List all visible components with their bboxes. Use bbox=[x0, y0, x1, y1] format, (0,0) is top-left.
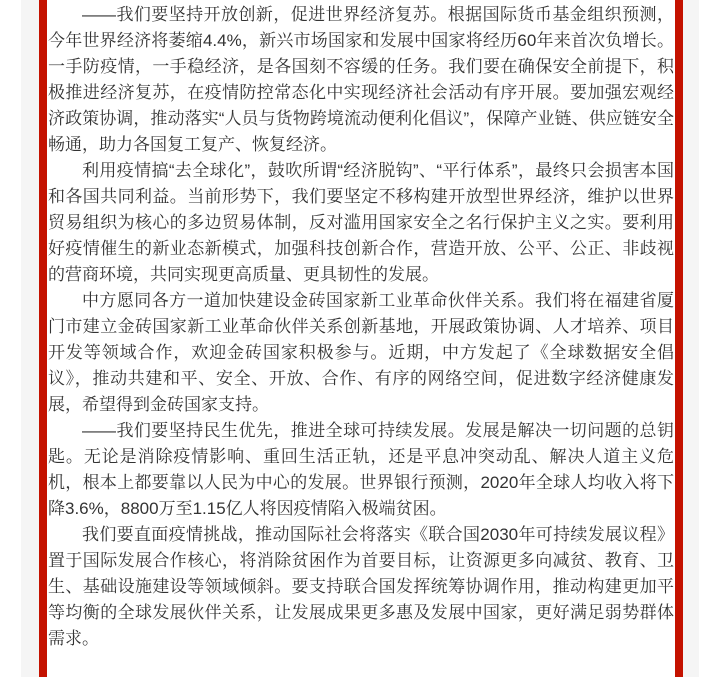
article-body bbox=[48, 0, 674, 652]
paragraph-brics-partnership: 中方愿同各方一道加快建设金砖国家新工业革命伙伴关系。我们将在福建省厦门市建立金砖国家新工业革命伙伴关系创新基地，开展政策协调、人才培养、项目开发等领域合作，欢迎金砖国家积极参与。近期，中方发起了《全球数据安全倡议》，推动共建和平、安全、开放、合作、有序的网络空间，促进数字经济健康发展，希望得到金砖国家支持。 bbox=[48, 291, 674, 414]
paragraph-open-innovation: ——我们要坚持开放创新，促进世界经济复苏。根据国际货币基金组织预测，今年世界经济将萎缩4.4%，新兴市场国家和发展中国家将经历60年来首次负增长。一手防疫情，一手稳经济，是各国刻不容缓的任务。我们要在确保安全前提下，积极推进经济复苏，在疫情防控常态化中实现经济社会活动有序开展。要加强宏观经济政策协调，推动落实“人员与货物跨境流动便利化倡议”，保障产业链、供应链安全畅通，助力各国复工复产、恢复经济。 bbox=[48, 5, 674, 154]
paragraph-2030-agenda: 我们要直面疫情挑战，推动国际社会将落实《联合国2030年可持续发展议程》置于国际发展合作核心，将消除贫困作为首要目标，让资源更多向减贫、教育、卫生、基础设施建设等领域倾斜。要支持联合国发挥统筹协调作用，推动构建更加平等均衡的全球发展伙伴关系，让发展成果更多惠及发展中国家，更好满足弱势群体需求。 bbox=[48, 525, 674, 648]
left-gray-strip bbox=[21, 0, 39, 677]
paragraph-anti-deglobalization: 利用疫情搞“去全球化”，鼓吹所谓“经济脱钩”、“平行体系”，最终只会损害本国和各国共同利益。当前形势下，我们要坚定不移构建开放型世界经济，维护以世界贸易组织为核心的多边贸易体制，反对滥用国家安全之名行保护主义之实。要利用好疫情催生的新业态新模式，加强科技创新合作，营造开放、公平、公正、非歧视的营商环境，共同实现更高质量、更具韧性的发展。 bbox=[48, 161, 674, 284]
right-red-border bbox=[675, 0, 683, 677]
paragraph-livelihood-priority: ——我们要坚持民生优先，推进全球可持续发展。发展是解决一切问题的总钥匙。无论是消除疫情影响、重回生活正轨，还是平息冲突动乱、解决人道主义危机，根本上都要靠以人民为中心的发展。世界银行预测，2020年全球人均收入将下降3.6%，8800万至1.15亿人将因疫情陷入极端贫困。 bbox=[48, 421, 674, 518]
right-gray-strip bbox=[683, 0, 699, 677]
left-red-border bbox=[39, 0, 47, 677]
